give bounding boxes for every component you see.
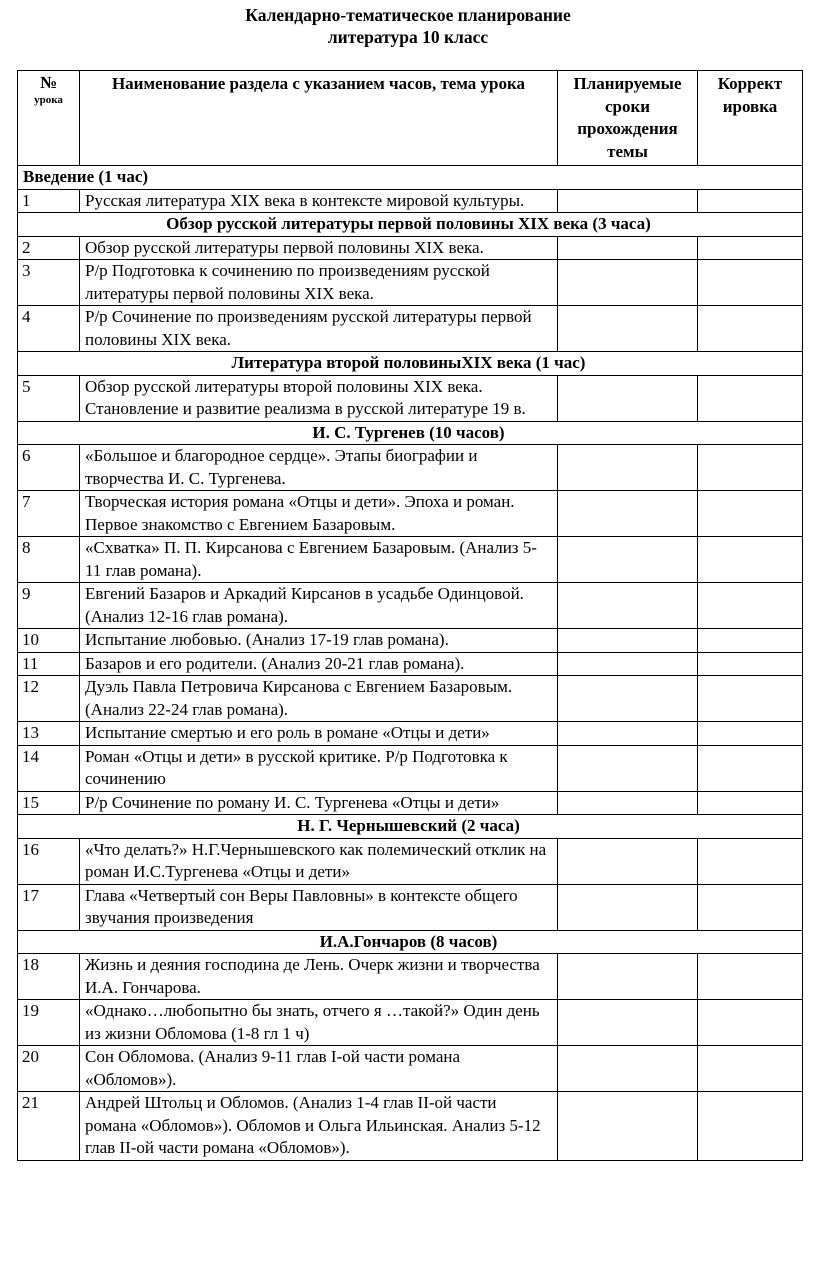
lesson-topic: Обзор русской литературы первой половины XIX века.: [80, 236, 558, 260]
section-row: [18, 815, 803, 839]
correction-cell: [698, 884, 803, 930]
page-title: [0, 4, 816, 48]
table-body: [18, 166, 803, 1161]
correction-cell: [698, 1092, 803, 1161]
planned-date-cell: [558, 583, 698, 629]
planned-date-cell: [558, 491, 698, 537]
lesson-number: 7: [18, 491, 80, 537]
title-line-2: литература 10 класс: [327, 27, 489, 47]
lesson-number: 5: [18, 375, 80, 421]
planned-date-cell: [558, 652, 698, 676]
planned-date-cell: [558, 445, 698, 491]
planning-table: [17, 70, 803, 1161]
table-row: [18, 583, 803, 629]
section-title: Обзор русской литературы первой половины XIX века (3 часа): [18, 213, 803, 237]
correction-cell: [698, 1000, 803, 1046]
table-row: [18, 445, 803, 491]
correction-cell: [698, 791, 803, 815]
lesson-number: 10: [18, 629, 80, 653]
lesson-topic: Базаров и его родители. (Анализ 20-21 глав романа).: [80, 652, 558, 676]
lesson-topic: Жизнь и деяния господина де Лень. Очерк жизни и творчества И.А. Гончарова.: [80, 954, 558, 1000]
planned-date-cell: [558, 722, 698, 746]
lesson-topic: Русская литература XIX века в контексте мировой культуры.: [80, 189, 558, 213]
planned-date-cell: [558, 629, 698, 653]
header-num-sub: урока: [34, 94, 63, 106]
planned-date-cell: [558, 236, 698, 260]
table-row: [18, 676, 803, 722]
lesson-topic: «Что делать?» Н.Г.Чернышевского как полемический отклик на роман И.С.Тургенева «Отцы и дети»: [80, 838, 558, 884]
planned-date-cell: [558, 676, 698, 722]
planned-date-cell: [558, 306, 698, 352]
correction-cell: [698, 954, 803, 1000]
section-row: [18, 352, 803, 376]
lesson-topic: «Большое и благородное сердце». Этапы биографии и творчества И. С. Тургенева.: [80, 445, 558, 491]
lesson-topic: Глава «Четвертый сон Веры Павловны» в контексте общего звучания произведения: [80, 884, 558, 930]
lesson-topic: Евгений Базаров и Аркадий Кирсанов в усадьбе Одинцовой. (Анализ 12-16 глав романа).: [80, 583, 558, 629]
section-title: Н. Г. Чернышевский (2 часа): [18, 815, 803, 839]
lesson-topic: Испытание любовью. (Анализ 17-19 глав романа).: [80, 629, 558, 653]
lesson-number: 16: [18, 838, 80, 884]
planned-date-cell: [558, 1092, 698, 1161]
planned-date-cell: [558, 537, 698, 583]
section-row: [18, 213, 803, 237]
lesson-number: 14: [18, 745, 80, 791]
section-title: Введение (1 час): [18, 166, 803, 190]
table-row: [18, 236, 803, 260]
lesson-topic: Роман «Отцы и дети» в русской критике. Р/р Подготовка к сочинению: [80, 745, 558, 791]
lesson-number: 1: [18, 189, 80, 213]
lesson-topic: Обзор русской литературы второй половины XIX века. Становление и развитие реализма в русской литературе 19 в.: [80, 375, 558, 421]
correction-cell: [698, 838, 803, 884]
correction-cell: [698, 260, 803, 306]
lesson-number: 8: [18, 537, 80, 583]
planned-date-cell: [558, 1000, 698, 1046]
lesson-topic: Творческая история романа «Отцы и дети». Эпоха и роман. Первое знакомство с Евгением Базаровым.: [80, 491, 558, 537]
planned-date-cell: [558, 791, 698, 815]
lesson-topic: «Схватка» П. П. Кирсанова с Евгением Базаровым. (Анализ 5-11 глав романа).: [80, 537, 558, 583]
table-row: [18, 189, 803, 213]
lesson-number: 18: [18, 954, 80, 1000]
lesson-number: 19: [18, 1000, 80, 1046]
correction-cell: [698, 722, 803, 746]
planned-date-cell: [558, 838, 698, 884]
lesson-number: 17: [18, 884, 80, 930]
lesson-number: 3: [18, 260, 80, 306]
title-line-1: Календарно-тематическое планирование: [245, 5, 571, 25]
section-title: И. С. Тургенев (10 часов): [18, 421, 803, 445]
table-row: [18, 306, 803, 352]
correction-cell: [698, 629, 803, 653]
correction-cell: [698, 745, 803, 791]
lesson-number: 11: [18, 652, 80, 676]
table-row: [18, 537, 803, 583]
correction-cell: [698, 189, 803, 213]
table-row: [18, 791, 803, 815]
correction-cell: [698, 652, 803, 676]
planned-date-cell: [558, 260, 698, 306]
lesson-number: 20: [18, 1046, 80, 1092]
table-row: [18, 722, 803, 746]
table-row: [18, 629, 803, 653]
table-row: [18, 745, 803, 791]
section-row: [18, 166, 803, 190]
table-row: [18, 1000, 803, 1046]
lesson-number: 2: [18, 236, 80, 260]
planned-date-cell: [558, 884, 698, 930]
lesson-number: 13: [18, 722, 80, 746]
lesson-number: 21: [18, 1092, 80, 1161]
table-row: [18, 838, 803, 884]
table-row: [18, 491, 803, 537]
lesson-number: 15: [18, 791, 80, 815]
lesson-topic: Испытание смертью и его роль в романе «Отцы и дети»: [80, 722, 558, 746]
correction-cell: [698, 306, 803, 352]
planned-date-cell: [558, 1046, 698, 1092]
table-row: [18, 652, 803, 676]
section-title: Литература второй половиныXIX века (1 час): [18, 352, 803, 376]
lesson-topic: Дуэль Павла Петровича Кирсанова с Евгением Базаровым. (Анализ 22-24 глав романа).: [80, 676, 558, 722]
lesson-number: 6: [18, 445, 80, 491]
header-lesson-number: [18, 71, 80, 166]
planned-date-cell: [558, 375, 698, 421]
correction-cell: [698, 1046, 803, 1092]
planned-date-cell: [558, 189, 698, 213]
table-header-row: [18, 71, 803, 166]
correction-cell: [698, 583, 803, 629]
planned-date-cell: [558, 954, 698, 1000]
lesson-topic: Р/р Сочинение по роману И. С. Тургенева «Отцы и дети»: [80, 791, 558, 815]
header-num-symbol: №: [39, 73, 58, 92]
section-title: И.А.Гончаров (8 часов): [18, 930, 803, 954]
lesson-topic: Андрей Штольц и Обломов. (Анализ 1-4 глав II-ой части романа «Обломов»). Обломов и Ольга Ильинская. Анализ 5-12 глав II-ой части романа «Обломов»).: [80, 1092, 558, 1161]
table-row: [18, 1092, 803, 1161]
header-topic: Наименование раздела с указанием часов, тема урока: [80, 71, 558, 166]
correction-cell: [698, 375, 803, 421]
table-row: [18, 260, 803, 306]
planned-date-cell: [558, 745, 698, 791]
section-row: [18, 421, 803, 445]
correction-cell: [698, 676, 803, 722]
table-row: [18, 884, 803, 930]
section-row: [18, 930, 803, 954]
header-correction: Коррект ировка: [698, 71, 803, 166]
header-dates: Планируемые сроки прохождения темы: [558, 71, 698, 166]
lesson-number: 4: [18, 306, 80, 352]
table-row: [18, 1046, 803, 1092]
lesson-number: 9: [18, 583, 80, 629]
correction-cell: [698, 537, 803, 583]
lesson-topic: Сон Обломова. (Анализ 9-11 глав I-ой части романа «Обломов»).: [80, 1046, 558, 1092]
correction-cell: [698, 236, 803, 260]
lesson-number: 12: [18, 676, 80, 722]
lesson-topic: «Однако…любопытно бы знать, отчего я …такой?» Один день из жизни Обломова (1-8 гл 1 ч): [80, 1000, 558, 1046]
table-row: [18, 375, 803, 421]
correction-cell: [698, 445, 803, 491]
table-row: [18, 954, 803, 1000]
lesson-topic: Р/р Подготовка к сочинению по произведениям русской литературы первой половины XIX века.: [80, 260, 558, 306]
correction-cell: [698, 491, 803, 537]
lesson-topic: Р/р Сочинение по произведениям русской литературы первой половины XIX века.: [80, 306, 558, 352]
